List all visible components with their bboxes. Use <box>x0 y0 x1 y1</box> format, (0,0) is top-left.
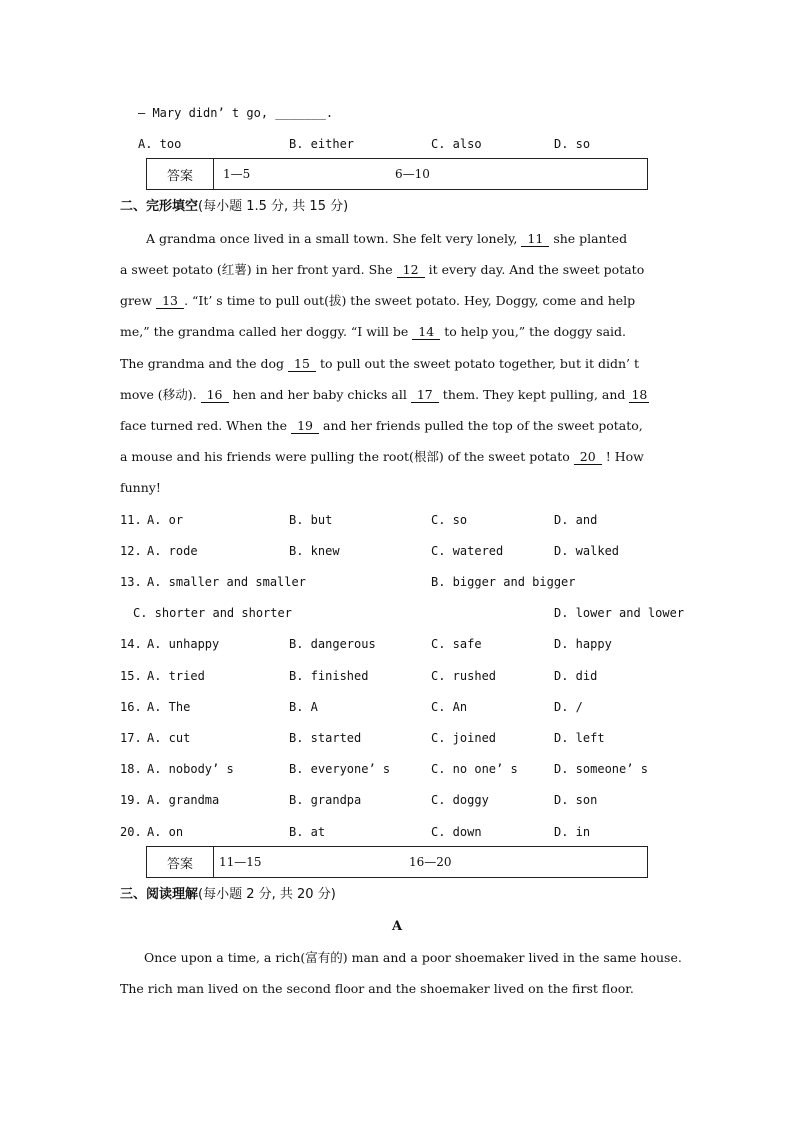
question-11-option-b: B. but <box>289 513 333 527</box>
question-15-option-c: C. rushed <box>431 669 497 683</box>
question-10-option-c: C. also <box>431 137 482 151</box>
question-15-number: 15. <box>120 669 142 683</box>
answer-range-6-10: 6—10 <box>395 167 430 181</box>
question-10-option-b: B. either <box>289 137 355 151</box>
passage-text: it every day. And the sweet potato <box>428 262 645 277</box>
section-2-heading: 二、完形填空 <box>120 199 199 214</box>
passage-text: The grandma and the dog <box>120 356 284 371</box>
question-13-option-d: D. lower and lower <box>554 606 685 620</box>
question-17-number: 17. <box>120 731 142 745</box>
question-19-option-c: C. doggy <box>431 793 489 807</box>
question-12-option-b: B. knew <box>289 544 340 558</box>
question-19-number: 19. <box>120 793 142 807</box>
question-14-option-d: D. happy <box>554 637 612 651</box>
passage-line-6 <box>120 387 649 403</box>
question-14-option-a: A. unhappy <box>147 637 220 651</box>
blank-13: 13 <box>156 294 184 309</box>
reading-a-line-2: The rich man lived on the second floor and the shoemaker lived on the first floor. <box>120 981 634 996</box>
question-11-number: 11. <box>120 513 142 527</box>
blank-16: 16 <box>201 388 229 403</box>
question-14-option-c: C. safe <box>431 637 482 651</box>
question-15-option-a: A. tried <box>147 669 205 683</box>
question-16-number: 16. <box>120 700 142 714</box>
question-16-option-d: D. / <box>554 700 583 714</box>
answer-box-label: 答案 <box>147 847 214 877</box>
question-18-option-a: A. nobody’ s <box>147 762 234 776</box>
passage-text: to help you,” the doggy said. <box>444 324 627 339</box>
question-20-option-b: B. at <box>289 825 326 839</box>
reading-a-line-1: Once upon a time, a rich(富有的) man and a poor shoemaker lived in the same house. <box>144 950 682 965</box>
passage-line-5 <box>120 356 639 372</box>
passage-text: ! How <box>605 449 644 464</box>
passage-text: . “It’ s time to pull out(拔) the sweet potato. Hey, Doggy, come and help <box>184 293 636 308</box>
passage-line-7 <box>120 418 643 434</box>
question-13-option-b: B. bigger and bigger <box>431 575 576 589</box>
question-19-option-d: D. son <box>554 793 598 807</box>
question-15-option-b: B. finished <box>289 669 369 683</box>
passage-line-4 <box>120 324 626 340</box>
section-2-title <box>120 199 348 215</box>
question-17-option-a: A. cut <box>147 731 191 745</box>
passage-text: move (移动). <box>120 387 197 402</box>
passage-text: them. They kept pulling, and <box>442 387 626 402</box>
question-14-option-b: B. dangerous <box>289 637 376 651</box>
answer-range-16-20: 16—20 <box>409 855 452 869</box>
question-19-option-a: A. grandma <box>147 793 220 807</box>
blank-18: 18 <box>629 388 649 403</box>
section-3-title <box>120 887 336 903</box>
section-3-heading: 三、阅读理解 <box>120 887 199 902</box>
passage-text: me,” the grandma called her doggy. “I will be <box>120 324 409 339</box>
question-16-option-a: A. The <box>147 700 191 714</box>
passage-text: a sweet potato (红薯) in her front yard. She <box>120 262 393 277</box>
question-15-option-d: D. did <box>554 669 598 683</box>
blank-20: 20 <box>574 450 602 465</box>
passage-text: grew <box>120 293 153 308</box>
passage-text: hen and her baby chicks all <box>232 387 407 402</box>
question-11-option-a: A. or <box>147 513 184 527</box>
question-18-option-d: D. someone’ s <box>554 762 648 776</box>
question-20-option-d: D. in <box>554 825 591 839</box>
question-17-option-c: C. joined <box>431 731 497 745</box>
section-2-note: (每小题 1.5 分, 共 15 分) <box>198 199 349 214</box>
blank-12: 12 <box>397 263 425 278</box>
question-12-number: 12. <box>120 544 142 558</box>
question-17-option-d: D. left <box>554 731 605 745</box>
answer-range-11-15: 11—15 <box>219 855 262 869</box>
question-18-option-b: B. everyone’ s <box>289 762 391 776</box>
passage-line-1 <box>146 231 627 247</box>
section-3-note: (每小题 2 分, 共 20 分) <box>198 887 336 902</box>
passage-text: she planted <box>553 231 628 246</box>
question-20-number: 20. <box>120 825 142 839</box>
passage-line-8 <box>120 449 644 465</box>
question-10-stem: — Mary didn’ t go, _______. <box>138 106 334 120</box>
answer-box-1 <box>146 158 648 190</box>
passage-text: to pull out the sweet potato together, but it didn’ t <box>319 356 639 371</box>
blank-11: 11 <box>521 232 549 247</box>
question-12-option-a: A. rode <box>147 544 198 558</box>
answer-range-1-5: 1—5 <box>223 167 251 181</box>
answer-box-label: 答案 <box>147 159 214 189</box>
passage-text: and her friends pulled the top of the sweet potato, <box>323 418 643 433</box>
question-18-number: 18. <box>120 762 142 776</box>
question-20-option-a: A. on <box>147 825 184 839</box>
passage-text: A grandma once lived in a small town. She felt very lonely, <box>146 231 518 246</box>
question-13-option-a: A. smaller and smaller <box>147 575 306 589</box>
blank-19: 19 <box>291 419 319 434</box>
reading-a-heading: A <box>391 919 403 934</box>
question-14-number: 14. <box>120 637 142 651</box>
question-12-option-d: D. walked <box>554 544 620 558</box>
question-18-option-c: C. no one’ s <box>431 762 518 776</box>
question-17-option-b: B. started <box>289 731 362 745</box>
question-13-number: 13. <box>120 575 142 589</box>
answer-box-2 <box>146 846 648 878</box>
question-20-option-c: C. down <box>431 825 482 839</box>
passage-text: a mouse and his friends were pulling the root(根部) of the sweet potato <box>120 449 570 464</box>
question-10-option-d: D. so <box>554 137 591 151</box>
question-16-option-b: B. A <box>289 700 318 714</box>
question-16-option-c: C. An <box>431 700 468 714</box>
blank-15: 15 <box>288 357 316 372</box>
passage-line-2 <box>120 262 644 278</box>
passage-line-3 <box>120 293 635 309</box>
question-12-option-c: C. watered <box>431 544 504 558</box>
question-13-option-c: C. shorter and shorter <box>133 606 292 620</box>
blank-14: 14 <box>412 325 440 340</box>
blank-17: 17 <box>411 388 439 403</box>
passage-text: face turned red. When the <box>120 418 288 433</box>
question-11-option-c: C. so <box>431 513 468 527</box>
passage-line-9: funny! <box>120 480 161 495</box>
question-10-option-a: A. too <box>138 137 182 151</box>
question-11-option-d: D. and <box>554 513 598 527</box>
question-19-option-b: B. grandpa <box>289 793 362 807</box>
